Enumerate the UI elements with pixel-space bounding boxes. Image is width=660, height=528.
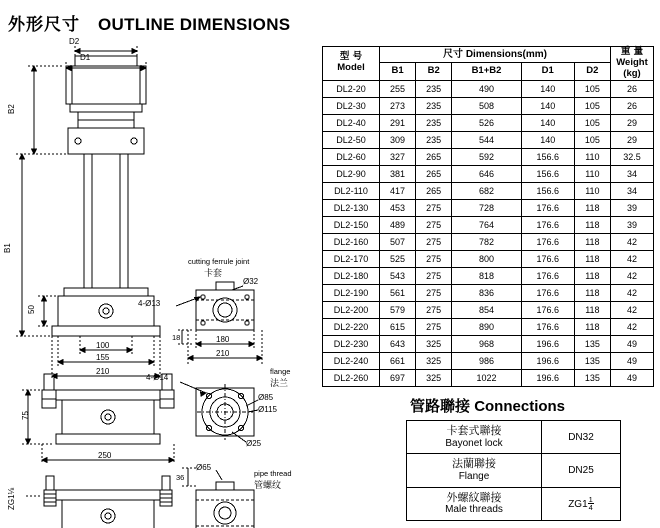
label-75: 75 — [21, 411, 30, 420]
cell-b1: 255 — [380, 80, 416, 97]
cell-b2: 275 — [416, 301, 452, 318]
connections-table-container — [406, 420, 621, 521]
cell-d2: 105 — [574, 97, 610, 114]
header-model-en: Model — [337, 62, 365, 74]
header-dimensions — [380, 47, 611, 63]
cell-b1: 697 — [380, 369, 416, 386]
cell-d1: 140 — [521, 114, 574, 131]
cell-d2: 135 — [574, 369, 610, 386]
cell-d2: 110 — [574, 182, 610, 199]
cell-b2: 325 — [416, 369, 452, 386]
table-row — [323, 233, 654, 250]
table-row — [323, 318, 654, 335]
table-row — [323, 267, 654, 284]
spec-table-body — [323, 80, 654, 386]
cell-d1: 176.6 — [521, 199, 574, 216]
cell-b1: 381 — [380, 165, 416, 182]
cell-b1: 453 — [380, 199, 416, 216]
cell-model: DL2-160 — [323, 233, 380, 250]
cell-model: DL2-180 — [323, 267, 380, 284]
header-weight-unit: (kg) — [623, 67, 641, 79]
table-row — [323, 199, 654, 216]
cell-b1b2: 782 — [452, 233, 521, 250]
spec-table-container — [322, 46, 654, 387]
cell-b1b2: 646 — [452, 165, 521, 182]
page-title — [8, 10, 290, 35]
cell-b2: 235 — [416, 131, 452, 148]
cell-b2: 235 — [416, 114, 452, 131]
cell-b1b2: 682 — [452, 182, 521, 199]
connection-en: Male threads — [445, 504, 503, 516]
label-d2: D2 — [69, 38, 80, 46]
cell-b1: 643 — [380, 335, 416, 352]
label-180: 180 — [216, 335, 230, 344]
header-dims-en: Dimensions(mm) — [465, 48, 547, 60]
header-model — [323, 47, 380, 81]
table-row — [323, 369, 654, 386]
cell-b1b2: 1022 — [452, 369, 521, 386]
label-dia115: Ø115 — [258, 405, 277, 414]
label-4-d13: 4-Ø13 — [138, 299, 161, 308]
cell-d2: 118 — [574, 318, 610, 335]
cell-d2: 118 — [574, 284, 610, 301]
cell-weight: 26 — [611, 97, 654, 114]
table-row — [323, 250, 654, 267]
table-row — [323, 114, 654, 131]
label-50: 50 — [27, 305, 36, 314]
fraction-numerator: 1 — [588, 494, 593, 504]
page-title-en: OUTLINE DIMENSIONS — [98, 15, 291, 34]
cell-d1: 140 — [521, 80, 574, 97]
table-row — [407, 487, 621, 520]
table-row — [323, 301, 654, 318]
cell-weight: 29 — [611, 114, 654, 131]
cell-weight: 39 — [611, 199, 654, 216]
label-dia25: Ø25 — [246, 439, 262, 448]
header-model-cn: 型 号 — [339, 51, 363, 63]
table-row — [323, 97, 654, 114]
table-row — [407, 454, 621, 487]
cell-model: DL2-50 — [323, 131, 380, 148]
cell-b2: 275 — [416, 250, 452, 267]
table-row — [323, 182, 654, 199]
cell-b1: 309 — [380, 131, 416, 148]
cell-d2: 118 — [574, 216, 610, 233]
drawing-svg — [0, 38, 318, 528]
cell-b1: 661 — [380, 352, 416, 369]
label-pipe-thread-cn: 管螺纹 — [254, 481, 282, 491]
cell-d1: 156.6 — [521, 182, 574, 199]
label-210-a: 210 — [96, 367, 110, 376]
cell-b2: 275 — [416, 284, 452, 301]
table-row — [323, 352, 654, 369]
connection-value-male-threads — [542, 487, 621, 520]
cell-b2: 325 — [416, 352, 452, 369]
cell-weight: 42 — [611, 284, 654, 301]
connection-cn: 外螺紋聯接 — [446, 490, 502, 504]
connections-title-cn: 管路聯接 — [410, 397, 471, 415]
cell-d1: 176.6 — [521, 233, 574, 250]
header-dims-cn: 尺寸 — [443, 48, 464, 60]
connection-value-base: ZG1 — [568, 498, 588, 510]
label-dia85: Ø85 — [258, 393, 274, 402]
cell-model: DL2-90 — [323, 165, 380, 182]
cell-b2: 265 — [416, 182, 452, 199]
connections-title — [410, 395, 565, 416]
cell-b2: 275 — [416, 318, 452, 335]
header-b1b2: B1+B2 — [452, 63, 521, 80]
label-4-d14: 4-Ø14 — [146, 373, 169, 382]
connection-type-bayonet — [407, 421, 542, 454]
cell-model: DL2-110 — [323, 182, 380, 199]
label-210-b: 210 — [216, 349, 230, 358]
cell-weight: 26 — [611, 80, 654, 97]
cell-b1b2: 800 — [452, 250, 521, 267]
cell-b1: 273 — [380, 97, 416, 114]
cell-b1b2: 986 — [452, 352, 521, 369]
fraction-denominator: 4 — [588, 503, 593, 513]
cell-d2: 118 — [574, 233, 610, 250]
cell-d1: 140 — [521, 131, 574, 148]
header-weight — [611, 47, 654, 81]
cell-d1: 140 — [521, 97, 574, 114]
cell-d2: 110 — [574, 165, 610, 182]
connection-cn: 法蘭聯接 — [452, 457, 496, 471]
connections-table — [406, 420, 621, 521]
cell-b2: 275 — [416, 216, 452, 233]
label-b1: B1 — [3, 243, 12, 253]
cell-b1b2: 592 — [452, 148, 521, 165]
cell-b1: 327 — [380, 148, 416, 165]
cell-d2: 118 — [574, 301, 610, 318]
cell-b1: 579 — [380, 301, 416, 318]
cell-b2: 325 — [416, 335, 452, 352]
cell-model: DL2-220 — [323, 318, 380, 335]
cell-weight: 39 — [611, 216, 654, 233]
cell-d1: 176.6 — [521, 284, 574, 301]
outline-drawing — [0, 38, 318, 528]
cell-model: DL2-20 — [323, 80, 380, 97]
cell-d1: 176.6 — [521, 216, 574, 233]
label-36: 36 — [176, 473, 185, 482]
cell-weight: 34 — [611, 165, 654, 182]
cell-weight: 42 — [611, 301, 654, 318]
cell-weight: 42 — [611, 267, 654, 284]
connection-type-flange — [407, 454, 542, 487]
cell-b1b2: 728 — [452, 199, 521, 216]
cell-b2: 275 — [416, 233, 452, 250]
cell-weight: 29 — [611, 131, 654, 148]
connection-value-fraction — [588, 496, 594, 512]
cell-weight: 32.5 — [611, 148, 654, 165]
cell-b1b2: 508 — [452, 97, 521, 114]
cell-b2: 235 — [416, 97, 452, 114]
cell-b1: 489 — [380, 216, 416, 233]
header-b2: B2 — [416, 63, 452, 80]
cell-model: DL2-150 — [323, 216, 380, 233]
connection-value-bayonet: DN32 — [542, 421, 621, 454]
cell-weight: 42 — [611, 318, 654, 335]
cell-weight: 34 — [611, 182, 654, 199]
label-250: 250 — [98, 451, 112, 460]
cell-d1: 176.6 — [521, 318, 574, 335]
cell-model: DL2-170 — [323, 250, 380, 267]
cell-d1: 176.6 — [521, 250, 574, 267]
cell-model: DL2-190 — [323, 284, 380, 301]
cell-b1b2: 854 — [452, 301, 521, 318]
header-weight-en: Weight — [616, 56, 648, 68]
cell-d2: 118 — [574, 199, 610, 216]
connection-cn: 卡套式聯接 — [446, 424, 502, 437]
cell-d2: 135 — [574, 335, 610, 352]
label-18: 18 — [172, 333, 181, 342]
header-d1: D1 — [521, 63, 574, 80]
connection-en: Bayonet lock — [445, 437, 503, 449]
cell-b1b2: 968 — [452, 335, 521, 352]
label-cutting-ferrule-cn: 卡套 — [204, 269, 223, 279]
cell-model: DL2-230 — [323, 335, 380, 352]
cell-model: DL2-40 — [323, 114, 380, 131]
cell-d2: 105 — [574, 80, 610, 97]
label-flange-en: flange — [270, 367, 291, 376]
cell-b1b2: 526 — [452, 114, 521, 131]
cell-b1b2: 890 — [452, 318, 521, 335]
label-b2: B2 — [7, 104, 16, 114]
label-155: 155 — [96, 353, 110, 362]
cell-b1b2: 836 — [452, 284, 521, 301]
cell-b1: 507 — [380, 233, 416, 250]
cell-model: DL2-30 — [323, 97, 380, 114]
cell-d2: 110 — [574, 148, 610, 165]
cell-model: DL2-200 — [323, 301, 380, 318]
connection-value-flange: DN25 — [542, 454, 621, 487]
cell-d2: 105 — [574, 114, 610, 131]
cell-d1: 196.6 — [521, 335, 574, 352]
cell-model: DL2-130 — [323, 199, 380, 216]
cell-model: DL2-260 — [323, 369, 380, 386]
connection-type-male-threads — [407, 487, 542, 520]
table-row — [323, 284, 654, 301]
header-weight-cn: 重 量 — [620, 46, 644, 57]
label-100: 100 — [96, 341, 110, 350]
cell-b1b2: 764 — [452, 216, 521, 233]
cell-d1: 156.6 — [521, 165, 574, 182]
cell-b2: 265 — [416, 165, 452, 182]
cell-d2: 105 — [574, 131, 610, 148]
cell-d2: 135 — [574, 352, 610, 369]
cell-weight: 49 — [611, 335, 654, 352]
cell-weight: 42 — [611, 233, 654, 250]
table-row — [323, 148, 654, 165]
cell-model: DL2-240 — [323, 352, 380, 369]
label-d1: D1 — [80, 53, 91, 62]
header-d2: D2 — [574, 63, 610, 80]
label-dia32: Ø32 — [243, 277, 259, 286]
table-row — [323, 165, 654, 182]
cell-b2: 235 — [416, 80, 452, 97]
table-row — [407, 421, 621, 454]
cell-b2: 275 — [416, 267, 452, 284]
label-flange-cn: 法兰 — [270, 379, 289, 389]
connections-title-en: Connections — [474, 398, 566, 415]
cell-b1b2: 544 — [452, 131, 521, 148]
cell-d1: 176.6 — [521, 267, 574, 284]
cell-d2: 118 — [574, 250, 610, 267]
table-row — [323, 335, 654, 352]
cell-b1: 543 — [380, 267, 416, 284]
label-zg: ZG1⅛ — [7, 487, 16, 510]
cell-weight: 42 — [611, 250, 654, 267]
header-b1: B1 — [380, 63, 416, 80]
cell-b1: 525 — [380, 250, 416, 267]
connection-en: Flange — [458, 471, 490, 482]
cell-b2: 265 — [416, 148, 452, 165]
cell-b1: 291 — [380, 114, 416, 131]
table-row — [323, 80, 654, 97]
cell-d2: 118 — [574, 267, 610, 284]
cell-b1: 615 — [380, 318, 416, 335]
cell-b1: 417 — [380, 182, 416, 199]
label-dia65: Ø65 — [196, 463, 212, 472]
cell-model: DL2-60 — [323, 148, 380, 165]
table-row — [323, 131, 654, 148]
cell-d1: 176.6 — [521, 301, 574, 318]
cell-b2: 275 — [416, 199, 452, 216]
spec-table — [322, 46, 654, 387]
cell-weight: 49 — [611, 352, 654, 369]
cell-d1: 196.6 — [521, 369, 574, 386]
page-title-cn: 外形尺寸 — [8, 15, 80, 35]
cell-d1: 196.6 — [521, 352, 574, 369]
cell-b1: 561 — [380, 284, 416, 301]
cell-d1: 156.6 — [521, 148, 574, 165]
label-cutting-ferrule-en: cutting ferrule joint — [188, 257, 250, 266]
label-pipe-thread-en: pipe thread — [254, 469, 292, 478]
table-row — [323, 216, 654, 233]
cell-weight: 49 — [611, 369, 654, 386]
cell-b1b2: 818 — [452, 267, 521, 284]
cell-b1b2: 490 — [452, 80, 521, 97]
spec-table-header-row-1 — [323, 47, 654, 63]
